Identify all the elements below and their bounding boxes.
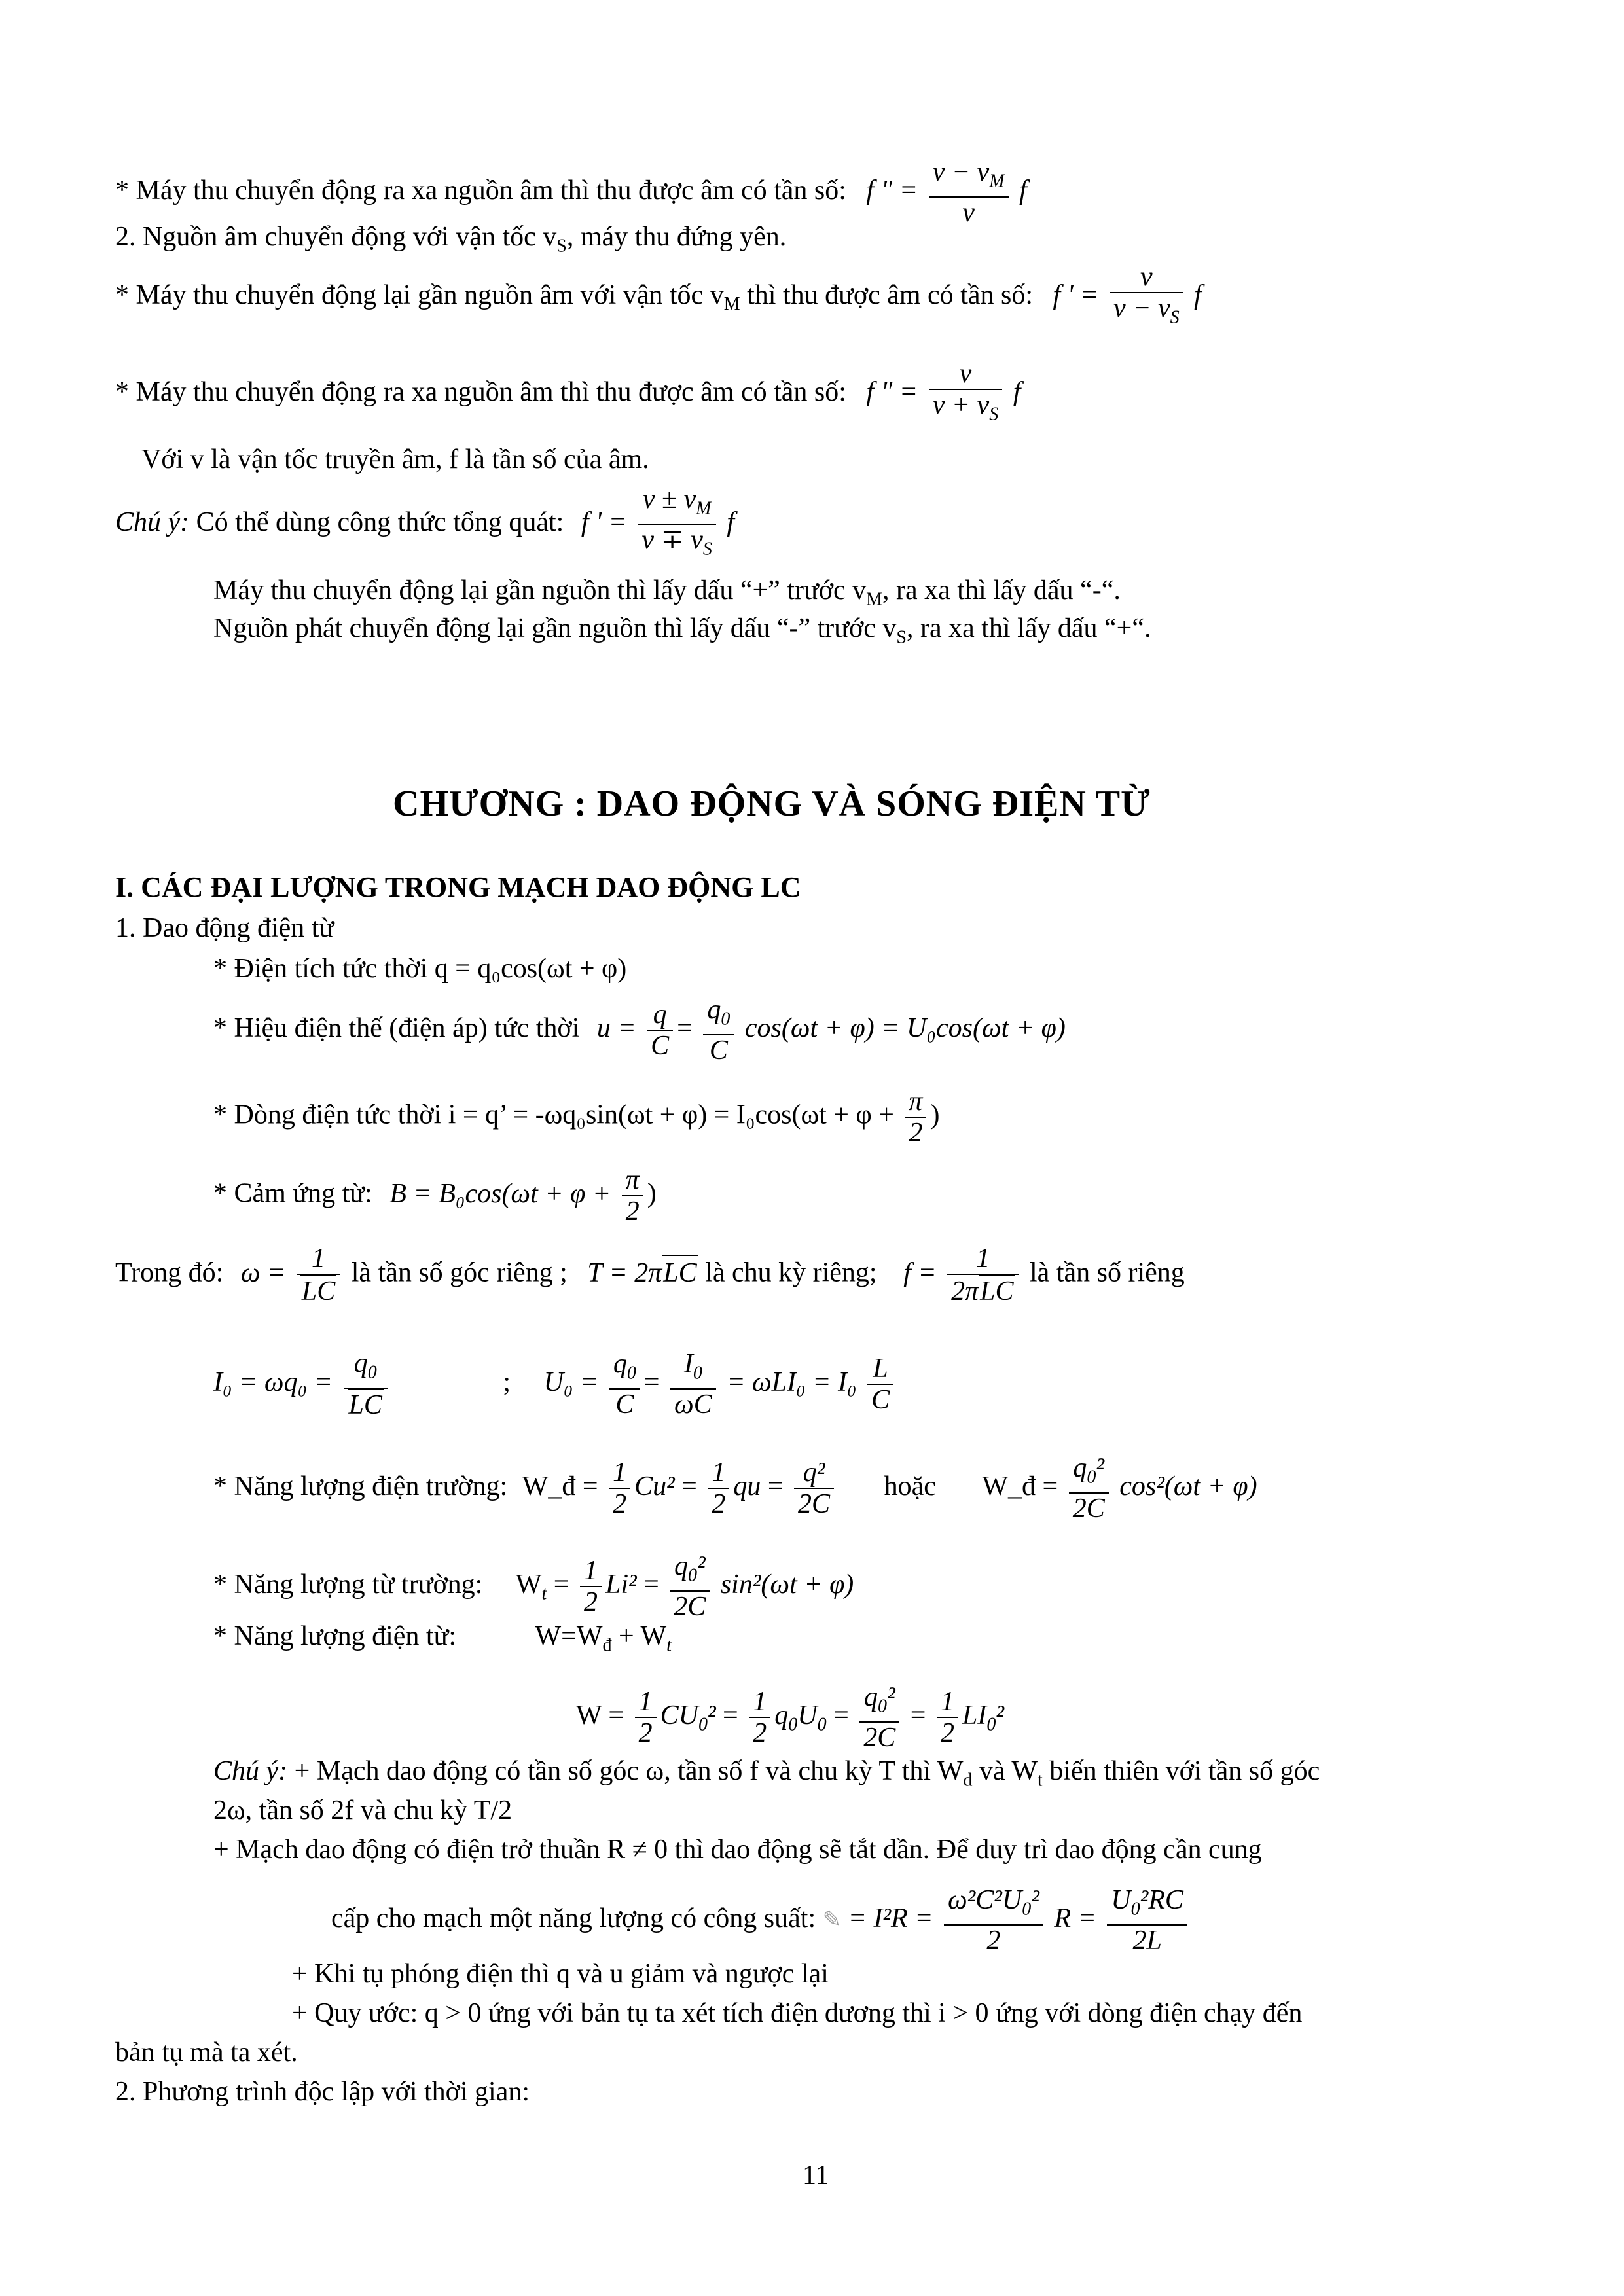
current-line: * Dòng điện tức thời i = q’ = -ωq₀sin(ωt + φ) = I₀cos(ωt + φ + $\frac{\pi}{2}$ )	[213, 1086, 940, 1148]
i0-u0-line: I₀ = ωq₀ = $\frac{q_0}{LC}$ ; U₀ = $\frac{q_0}{C}$ = $\frac{I_0}{\omega C}$ = ωLI₀ = I₀ $\frac{L}{C}$	[213, 1348, 897, 1420]
subsection-2: 2. Phương trình độc lập với thời gian:	[115, 2077, 530, 2107]
page-number: 11	[803, 2161, 829, 2191]
em-note-1: Chú ý: + Mạch dao động có tần số góc ω, tần số f và chu kỳ T thì $W_d$ và $W_t$ biến thiên với tần số góc	[213, 1756, 1320, 1791]
doppler-line-3: * Máy thu chuyển động lại gần nguồn âm với vận tốc $v_M$ thì thu được âm có tần số: f ' = $\frac{v}{v - v_S}$ f	[115, 262, 1202, 332]
doppler-line-5: Với v là vận tốc truyền âm, f là tần số của âm.	[141, 444, 649, 475]
em-note-5: + Khi tụ phóng điện thì q và u giảm và ngược lại	[292, 1959, 829, 1989]
em-note-4: cấp cho mạch một năng lượng có công suất: ✎ = I²R = $\frac{\omega^2C^2U_0^2}{2}$ R = $\frac{U_0^2RC}{2L}$	[331, 1885, 1191, 1956]
charge-line: * Điện tích tức thời q = q₀cos(ωt + φ)	[213, 954, 627, 984]
magnetic-energy-line: * Năng lượng từ trường: $W_t$ = $\frac{1}{2}$ Li² = $\frac{q_0^2}{2C}$ sin²(ωt + φ)	[213, 1551, 854, 1623]
doppler-note: Chú ý: Có thể dùng công thức tổng quát: f ' = $\frac{v \pm v_M}{v \mp v_S}$ f	[115, 484, 734, 565]
em-note-6: + Quy ước: q > 0 ứng với bản tụ ta xét tích điện dương thì i > 0 ứng với dòng điện chạy đến	[292, 1998, 1303, 2028]
doppler-note-line-2: Nguồn phát chuyển động lại gần nguồn thì lấy dấu “-” trước $v_S$, ra xa thì lấy dấu “+“.	[213, 613, 1151, 648]
doppler-line-1: * Máy thu chuyển động ra xa nguồn âm thì thu được âm có tần số: f " = $\frac{v - v_M}{v}$ f	[115, 157, 1027, 228]
pen-icon: ✎	[822, 1907, 842, 1932]
subsection-1: 1. Dao động điện từ	[115, 913, 334, 943]
electric-energy-line: * Năng lượng điện trường: W_đ = $\frac{1}{2}$ Cu² = $\frac{1}{2}$ qu = $\frac{\text{q²}}{2C}$ hoặc W_đ = $\frac{q_0^2}{2C}$ cos²(ωt + φ)	[213, 1453, 1257, 1524]
formula-fraction: $\frac{v - v_M}{v}$	[929, 157, 1009, 228]
where-line: Trong đó: ω = $\frac{1}{LC}$ là tần số góc riêng ; T = 2πLC là chu kỳ riêng; f = $\frac{1}{\text{2πLC}}$ là tần số riêng	[115, 1244, 1185, 1306]
formula-fraction: $\frac{v \pm v_M}{v \mp v_S}$	[638, 484, 715, 565]
doppler-line-2: 2. Nguồn âm chuyển động với vận tốc $v_S$, máy thu đứng yên.	[115, 222, 787, 257]
formula-fraction: $\frac{v}{v + v_S}$	[929, 359, 1003, 429]
voltage-line: * Hiệu điện thế (điện áp) tức thời u = $\frac{q}{C}$ = $\frac{q_0}{C}$ cos(ωt + φ) = U₀cos(ωt + φ)	[213, 995, 1066, 1066]
doppler-line-4: * Máy thu chuyển động ra xa nguồn âm thì thu được âm có tần số: f " = $\frac{v}{v + v_S}$ f	[115, 359, 1020, 429]
doppler-note-line-1: Máy thu chuyển động lại gần nguồn thì lấy dấu “+” trước $v_M$, ra xa thì lấy dấu “-“.	[213, 575, 1121, 610]
section-title: I. CÁC ĐẠI LƯỢNG TRONG MẠCH DAO ĐỘNG LC	[115, 871, 801, 903]
em-note-2: 2ω, tần số 2f và chu kỳ T/2	[213, 1795, 513, 1825]
em-energy-line: * Năng lượng điện từ: $W=W_đ + W_t$	[213, 1621, 672, 1656]
chapter-title: CHƯƠNG : DAO ĐỘNG VÀ SÓNG ĐIỆN TỪ	[393, 783, 1151, 824]
formula-fraction: $\frac{v}{v - v_S}$	[1110, 262, 1183, 332]
em-energy-formula: W = $\frac{1}{2}$ $CU_0^2$ = $\frac{1}{2}$ $q_0U_0$ = $\frac{q_0^2}{2C}$ = $\frac{1}{2}$ $LI_0^2$	[576, 1682, 1004, 1753]
induction-line: * Cảm ứng từ: B = B₀cos(ωt + φ + $\frac{\pi}{2}$ )	[213, 1165, 657, 1227]
em-note-7: bản tụ mà ta xét.	[115, 2037, 298, 2068]
em-note-3: + Mạch dao động có điện trở thuần R ≠ 0 thì dao động sẽ tắt dần. Để duy trì dao động cần cung	[213, 1835, 1262, 1865]
